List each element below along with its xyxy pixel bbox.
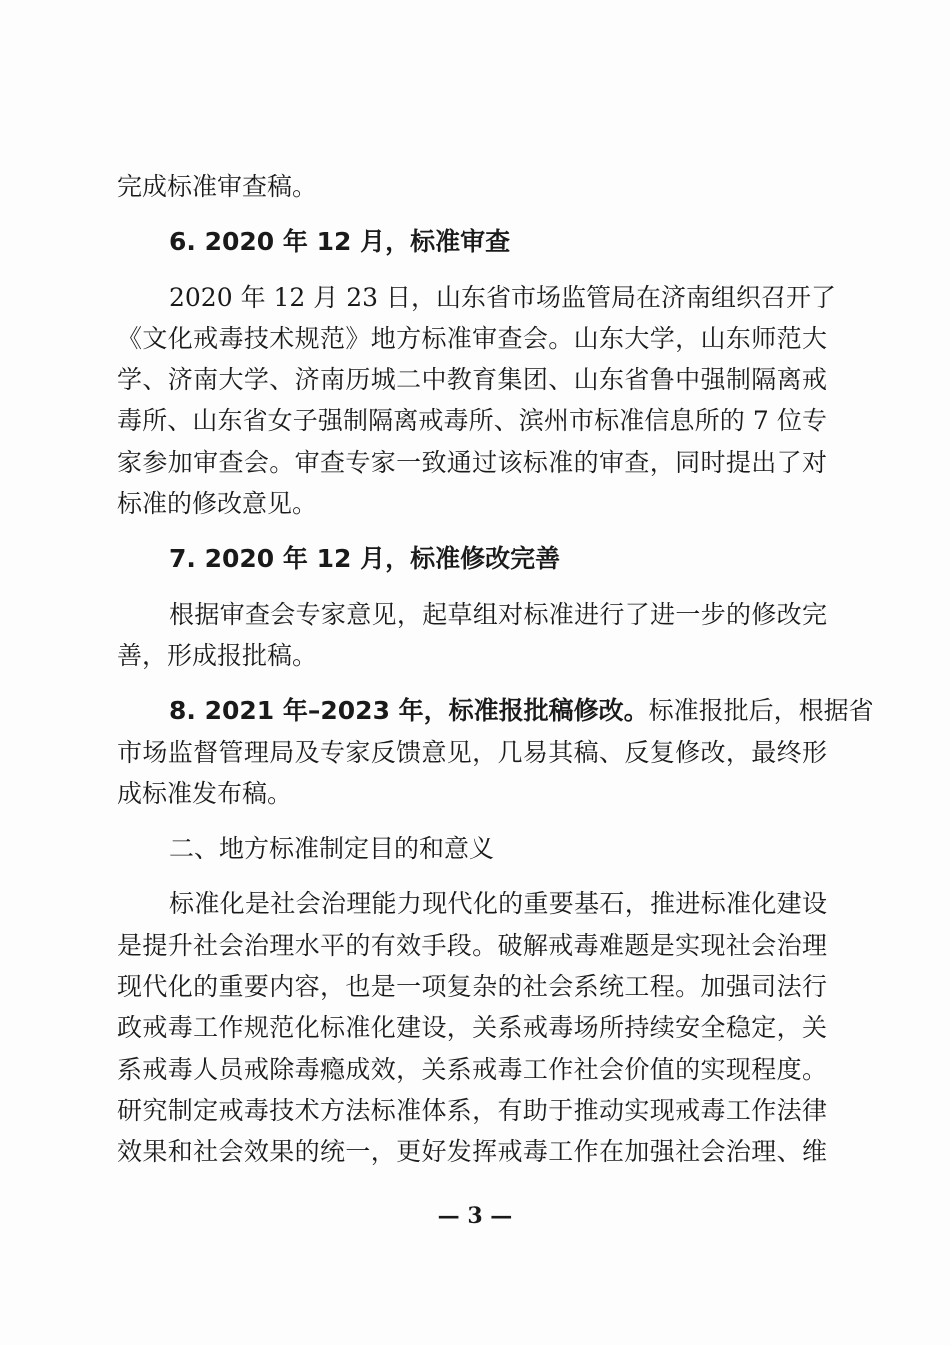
page-number: — 3 —: [437, 1203, 513, 1229]
paragraph-line: 完成标准审查稿。: [117, 172, 318, 201]
paragraph-line: 学、济南大学、济南历城二中教育集团、山东省鲁中强制隔离戒: [117, 365, 827, 395]
paragraph-line: 现代化的重要内容，也是一项复杂的社会系统工程。加强司法行: [117, 972, 827, 1002]
paragraph-line: 是提升社会治理水平的有效手段。破解戒毒难题是实现社会治理: [117, 930, 827, 960]
paragraph-line: 系戒毒人员戒除毒瘾成效，关系戒毒工作社会价值的实现程度。: [117, 1054, 827, 1084]
paragraph-line: 《文化戒毒技术规范》地方标准审查会。山东大学，山东师范大: [117, 323, 827, 353]
paragraph-line: 政戒毒工作规范化标准化建设，关系戒毒场所持续安全稳定，关: [117, 1013, 827, 1043]
section-heading: 二、地方标准制定目的和意义: [169, 834, 495, 864]
paragraph-line: 善，形成报批稿。: [117, 640, 318, 670]
heading-6: 6. 2020 年 12 月，标准审查: [169, 227, 511, 257]
paragraph-line: 效果和社会效果的统一，更好发挥戒毒工作在加强社会治理、维: [117, 1137, 827, 1167]
heading-7: 7. 2020 年 12 月，标准修改完善: [169, 544, 561, 574]
paragraph-text: 标准报批后，根据省: [648, 696, 874, 726]
paragraph-line: 市场监督管理局及专家反馈意见，几易其稿、反复修改，最终形: [117, 737, 827, 767]
paragraph-line: 标准的修改意见。: [117, 489, 318, 519]
paragraph-line: 标准化是社会治理能力现代化的重要基石，推进标准化建设: [169, 889, 827, 919]
paragraph-line: 研究制定戒毒技术方法标准体系，有助于推动实现戒毒工作法律: [117, 1095, 827, 1125]
paragraph-line-with-heading: [117, 690, 874, 731]
paragraph-line: 根据审查会专家意见，起草组对标准进行了进一步的修改完: [169, 599, 827, 629]
paragraph-line: 家参加审查会。审查专家一致通过该标准的审查，同时提出了对: [117, 447, 827, 477]
heading-8: 8. 2021 年–2023 年，标准报批稿修改。: [169, 696, 649, 726]
paragraph-line: 毒所、山东省女子强制隔离戒毒所、滨州市标准信息所的 7 位专: [117, 406, 827, 436]
document-body: [117, 166, 874, 1173]
paragraph-line: 2020 年 12 月 23 日，山东省市场监管局在济南组织召开了: [169, 282, 836, 312]
paragraph-line: 成标准发布稿。: [117, 778, 293, 808]
